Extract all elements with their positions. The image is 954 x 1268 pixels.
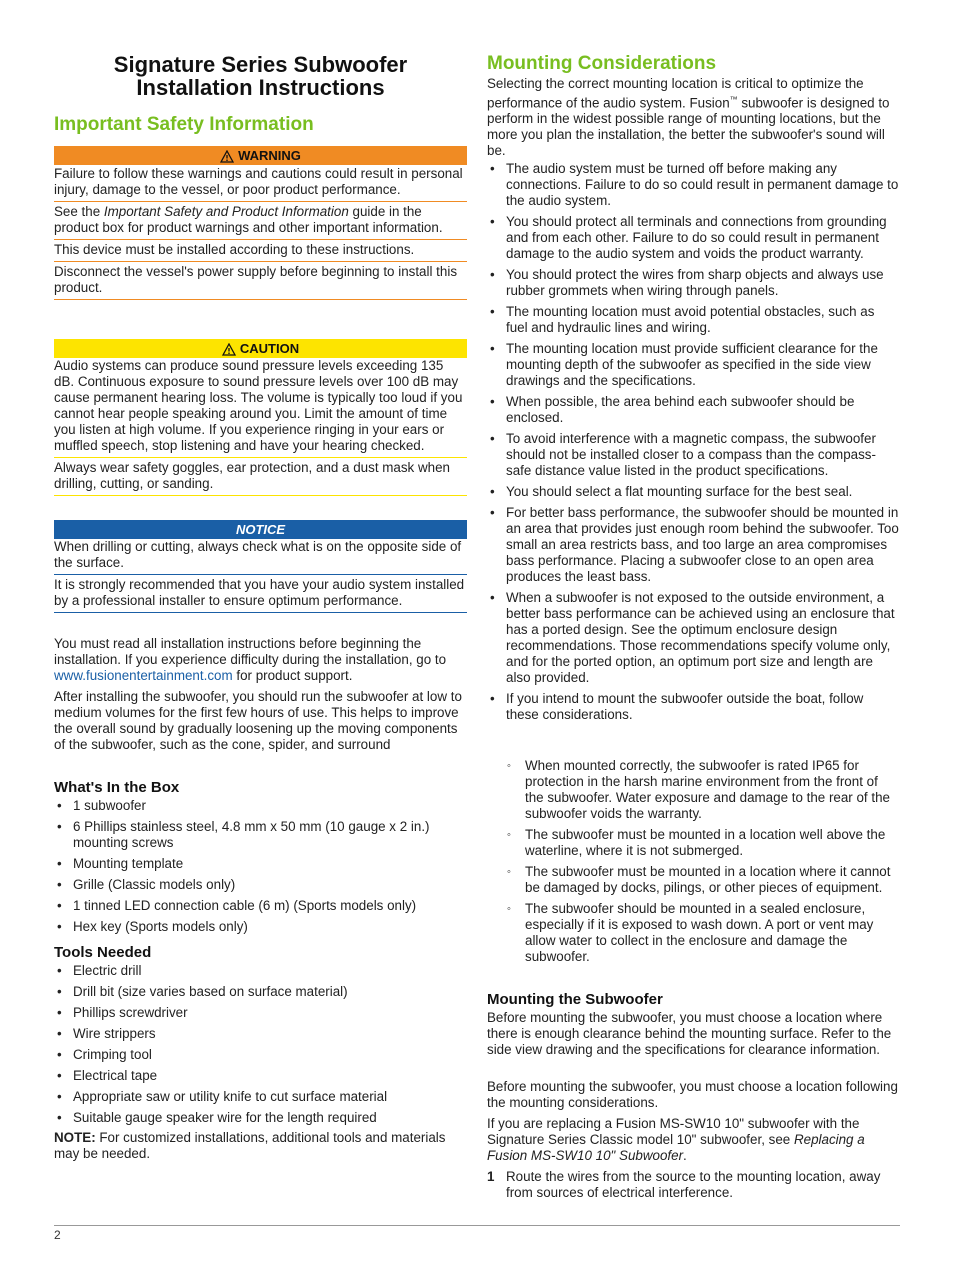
caution-block xyxy=(54,339,467,496)
warning-triangle-icon xyxy=(222,343,236,356)
warning-label: WARNING xyxy=(238,148,301,163)
list-item: • Drill bit (size varies based on surface material) xyxy=(54,984,467,1000)
list-item: ◦ The subwoofer should be mounted in a sealed enclosure, especially if it is exposed to wash down. A port or vent may allow water to collect in the enclosure and damage the subwoofer. xyxy=(487,901,899,965)
warning-text: Failure to follow these warnings and cautions could result in personal injury, damage to the vessel, or poor product performance. xyxy=(54,165,467,202)
list-item: ◦ The subwoofer must be mounted in a location where it cannot be damaged by docks, pilings, or other pieces of equipment. xyxy=(487,864,899,896)
warning-banner xyxy=(54,146,467,165)
notice-text: It is strongly recommended that you have your audio system installed by a professional installer to ensure optimum performance. xyxy=(54,575,467,613)
intro-paragraph: You must read all installation instructions before beginning the installation. If you experience difficulty during the installation, go to www.fusionentertainment.com for product support. xyxy=(54,636,447,683)
list-item: • To avoid interference with a magnetic compass, the subwoofer should not be installed closer to a compass than the compass-safe distance value listed in the product specifications. xyxy=(487,431,899,479)
list-item: • The mounting location must avoid potential obstacles, such as fuel and hydraulic lines and wiring. xyxy=(487,304,899,336)
list-item: • When a subwoofer is not exposed to the outside environment, a better bass performance can be achieved using an enclosure that has a ported design. See the optimum enclosure design recommendations. Those recommendations specify volume only, and for the ported option, an optimum port size and length are also provided. xyxy=(487,590,899,686)
box-list xyxy=(54,798,467,935)
support-link[interactable]: www.fusionentertainment.com xyxy=(54,668,233,683)
warning-text: Disconnect the vessel's power supply before beginning to install this product. xyxy=(54,262,467,300)
safety-heading: Important Safety Information xyxy=(54,114,314,135)
caution-text: Always wear safety goggles, ear protection, and a dust mask when drilling, cutting, or sanding. xyxy=(54,458,467,496)
notice-banner: NOTICE xyxy=(54,520,467,539)
list-item: • Electric drill xyxy=(54,963,467,979)
list-item: • Hex key (Sports models only) xyxy=(54,919,467,935)
list-item: • Mounting template xyxy=(54,856,467,872)
list-item: • The audio system must be turned off before making any connections. Failure to do so could result in permanent damage to the audio system. xyxy=(487,161,899,209)
caution-label: CAUTION xyxy=(239,341,300,356)
warning-text: See the Important Safety and Product Information guide in the product box for product warnings and other important information. xyxy=(54,202,467,240)
footer-divider xyxy=(54,1225,900,1226)
list-item: • Suitable gauge speaker wire for the length required xyxy=(54,1110,467,1126)
step-1 xyxy=(487,1169,899,1201)
list-item: • If you intend to mount the subwoofer outside the boat, follow these considerations. xyxy=(487,691,899,723)
list-item: • You should protect all terminals and connections from grounding and from each other. Failure to do so could result in permanent damage to the audio system and voids the product warranty. xyxy=(487,214,899,262)
mounting-paragraph: Before mounting the subwoofer, you must choose a location following the mounting considerations. xyxy=(487,1079,898,1110)
tools-list xyxy=(54,963,467,1126)
list-item: ◦ When mounted correctly, the subwoofer is rated IP65 for protection in the harsh marine environment from the front of the subwoofer. Water exposure and damage to the rear of the subwoofer voids the warranty. xyxy=(487,758,899,822)
list-item: • Phillips screwdriver xyxy=(54,1005,467,1021)
list-item: • Appropriate saw or utility knife to cut surface material xyxy=(54,1089,467,1105)
page-title: Signature Series Subwoofer Installation Instructions xyxy=(113,52,408,100)
list-item: • Wire strippers xyxy=(54,1026,467,1042)
box-heading: What's In the Box xyxy=(54,779,180,796)
notice-text: When drilling or cutting, always check what is on the opposite side of the surface. xyxy=(54,539,467,575)
caution-banner xyxy=(54,339,467,358)
list-item: • For better bass performance, the subwoofer should be mounted in an area that provides just enough room behind the subwoofer. Too small an area restricts bass, and too large an area compromises bass performance. Placing a subwoofer close to an open area produces the least bass. xyxy=(487,505,899,585)
warning-text: This device must be installed according to these instructions. xyxy=(54,240,467,262)
list-item: • 1 subwoofer xyxy=(54,798,467,814)
list-item: • Grille (Classic models only) xyxy=(54,877,467,893)
page-number: 2 xyxy=(54,1228,61,1242)
list-item: • The mounting location must provide sufficient clearance for the mounting depth of the subwoofer as specified in the side view drawings and the specifications. xyxy=(487,341,899,389)
notice-block xyxy=(54,520,467,613)
warning-triangle-icon xyxy=(220,150,234,163)
step-text: Route the wires from the source to the mounting location, away from sources of electrical interference. xyxy=(506,1169,881,1200)
mounting-paragraph: If you are replacing a Fusion MS-SW10 10" subwoofer with the Signature Series Classic model 10" subwoofer, see Replacing a Fusion MS-SW10 10" Subwoofer. xyxy=(487,1116,865,1163)
mounting-paragraph: Before mounting the subwoofer, you must choose a location where there is enough clearance behind the mounting surface. Refer to the side view drawing and the specifications for clearance information. xyxy=(487,1010,892,1057)
mounting-subwoofer-heading: Mounting the Subwoofer xyxy=(487,991,663,1008)
warning-block xyxy=(54,146,467,300)
step-number: 1 xyxy=(487,1169,495,1184)
list-item: • You should protect the wires from sharp objects and always use rubber grommets when wiring through panels. xyxy=(487,267,899,299)
mounting-list xyxy=(487,161,899,728)
list-item: • You should select a flat mounting surface for the best seal. xyxy=(487,484,899,500)
list-item: • 6 Phillips stainless steel, 4.8 mm x 50 mm (10 gauge x 2 in.) mounting screws xyxy=(54,819,467,851)
outside-mounting-list xyxy=(487,758,899,965)
list-item: • 1 tinned LED connection cable (6 m) (Sports models only) xyxy=(54,898,467,914)
caution-text: Audio systems can produce sound pressure levels exceeding 135 dB. Continuous exposure to sound pressure levels over 100 dB may cause permanent hearing loss. The volume is typically too loud if you cannot hear people speaking around you. Limit the amount of time you listen at high volume. If you experience ringing in your ears or muffled speech, stop listening and have your hearing checked. xyxy=(54,358,467,458)
mounting-heading: Mounting Considerations xyxy=(487,53,717,74)
mounting-intro: Selecting the correct mounting location is critical to optimize the performance of the audio system. Fusion™ subwoofer is designed to perform in the widest possible range of mounting locations, but the more you plan the installation, the better the subwoofer's sound will be. xyxy=(487,76,890,159)
list-item: • Crimping tool xyxy=(54,1047,467,1063)
list-item: • When possible, the area behind each subwoofer should be enclosed. xyxy=(487,394,899,426)
list-item: • Electrical tape xyxy=(54,1068,467,1084)
tools-heading: Tools Needed xyxy=(54,944,152,961)
tools-note: NOTE: For customized installations, additional tools and materials may be needed. xyxy=(54,1130,446,1161)
break-in-paragraph: After installing the subwoofer, you should run the subwoofer at low to medium volumes for the first few hours of use. This helps to improve the overall sound by gradually loosening up the moving components of the subwoofer, such as the cone, spider, and surround xyxy=(54,689,462,752)
list-item: ◦ The subwoofer must be mounted in a location well above the waterline, where it is not submerged. xyxy=(487,827,899,859)
